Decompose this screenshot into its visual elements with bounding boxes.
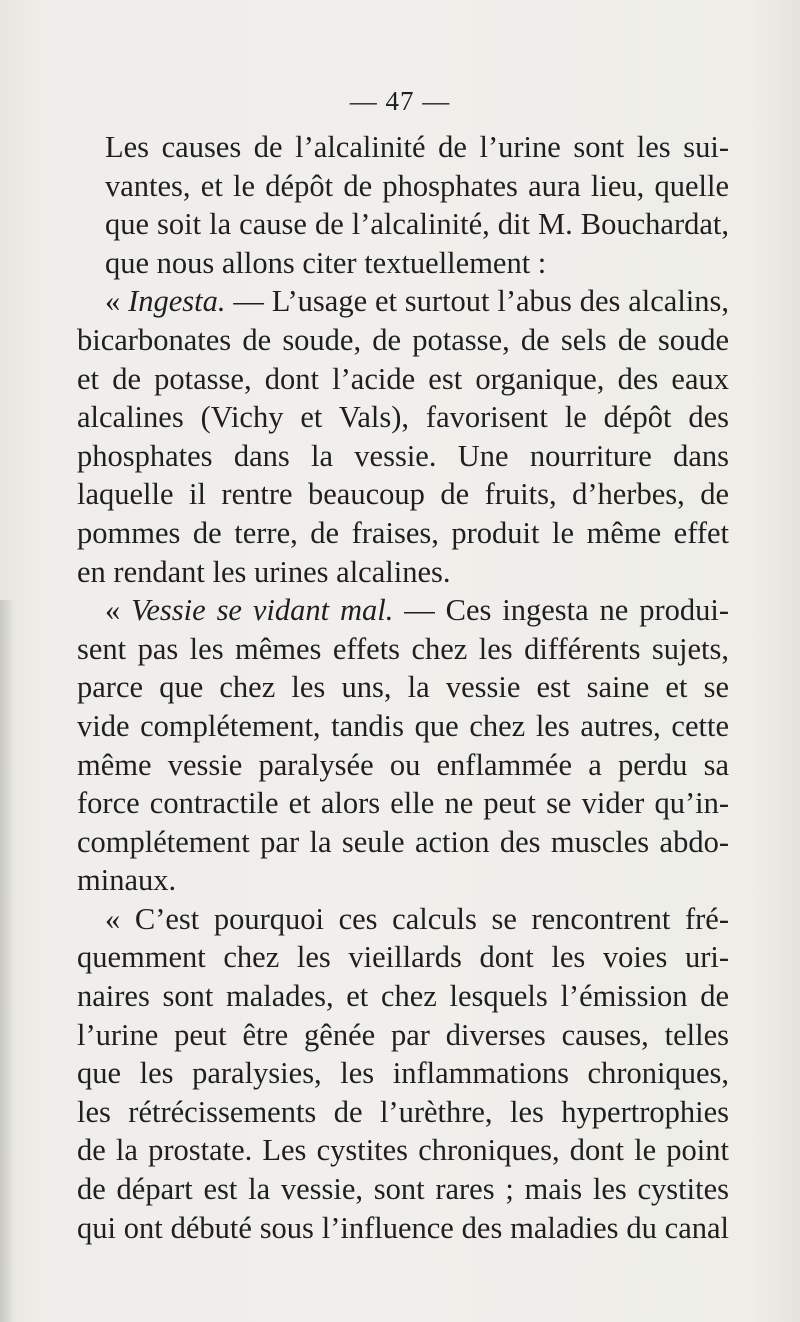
text-line: Les causes de l’alcalinité de l’urine sont les sui-	[105, 130, 729, 164]
open-quote: «	[105, 593, 132, 628]
text-line-first	[77, 282, 729, 321]
text-line: que les paralysies, les inflammations chroniques,	[77, 1056, 729, 1091]
text-line: complétement par la seule action des muscles abdo-	[77, 824, 729, 859]
text-line: force contractile et alors elle ne peut se vider qu’in-	[77, 786, 729, 821]
text-line-first	[77, 591, 729, 630]
text-line: « C’est pourquoi ces calculs se rencontrent fré-	[105, 901, 729, 936]
body-text	[77, 128, 729, 1247]
text-run: — Ces ingesta ne produi-	[393, 593, 730, 628]
text-line: phosphates dans la vessie. Une nourriture dans	[77, 438, 729, 473]
text-line: que nous allons citer textuellement :	[105, 245, 547, 280]
page-number: — 47 —	[349, 86, 451, 116]
text-line: les rétrécissements de l’urèthre, les hypertrophies	[77, 1094, 729, 1129]
text-line: parce que chez les uns, la vessie est saine et se	[77, 670, 729, 705]
text-line: vide complétement, tandis que chez les autres, cette	[77, 708, 729, 743]
text-line: quemment chez les vieillards dont les voies uri-	[77, 940, 729, 975]
text-line: l’urine peut être gênée par diverses causes, telles	[77, 1017, 729, 1052]
text-line: alcalines (Vichy et Vals), favorisent le dépôt des	[77, 400, 729, 435]
text-line: pommes de terre, de fraises, produit le même effet	[77, 515, 729, 550]
section-heading-vessie: Vessie se vidant mal.	[131, 593, 394, 628]
text-line: que soit la cause de l’alcalinité, dit M. Bouchardat,	[105, 207, 729, 242]
text-line: vantes, et le dépôt de phosphates aura lieu, quelle	[105, 168, 729, 203]
paragraph-4	[77, 900, 729, 1247]
text-line: en rendant les urines alcalines.	[77, 554, 451, 589]
text-line: qui ont débuté sous l’influence des maladies du canal	[77, 1210, 729, 1245]
section-heading-ingesta: Ingesta.	[128, 284, 226, 319]
text-line: laquelle il rentre beaucoup de fruits, d’herbes, de	[77, 477, 729, 512]
page-edge-shadow	[0, 600, 14, 1322]
text-line: sent pas les mêmes effets chez les différents sujets,	[77, 631, 729, 666]
text-line: minaux.	[77, 863, 177, 898]
text-run: — L’usage et surtout l’abus des alcalins,	[225, 284, 730, 319]
text-line: et de potasse, dont l’acide est organique, des eaux	[77, 361, 729, 396]
text-line: même vessie paralysée ou enflammée a perdu sa	[77, 747, 729, 782]
open-quote: «	[105, 284, 129, 319]
text-line: de départ est la vessie, sont rares ; mais les cystites	[77, 1172, 729, 1207]
text-line: bicarbonates de soude, de potasse, de sels de soude	[77, 322, 729, 357]
paragraph-3	[77, 591, 729, 900]
paragraph-2	[77, 282, 729, 591]
text-line: de la prostate. Les cystites chroniques, dont le point	[77, 1133, 729, 1168]
text-line: naires sont malades, et chez lesquels l’émission de	[77, 979, 729, 1014]
paragraph-1	[77, 128, 729, 282]
